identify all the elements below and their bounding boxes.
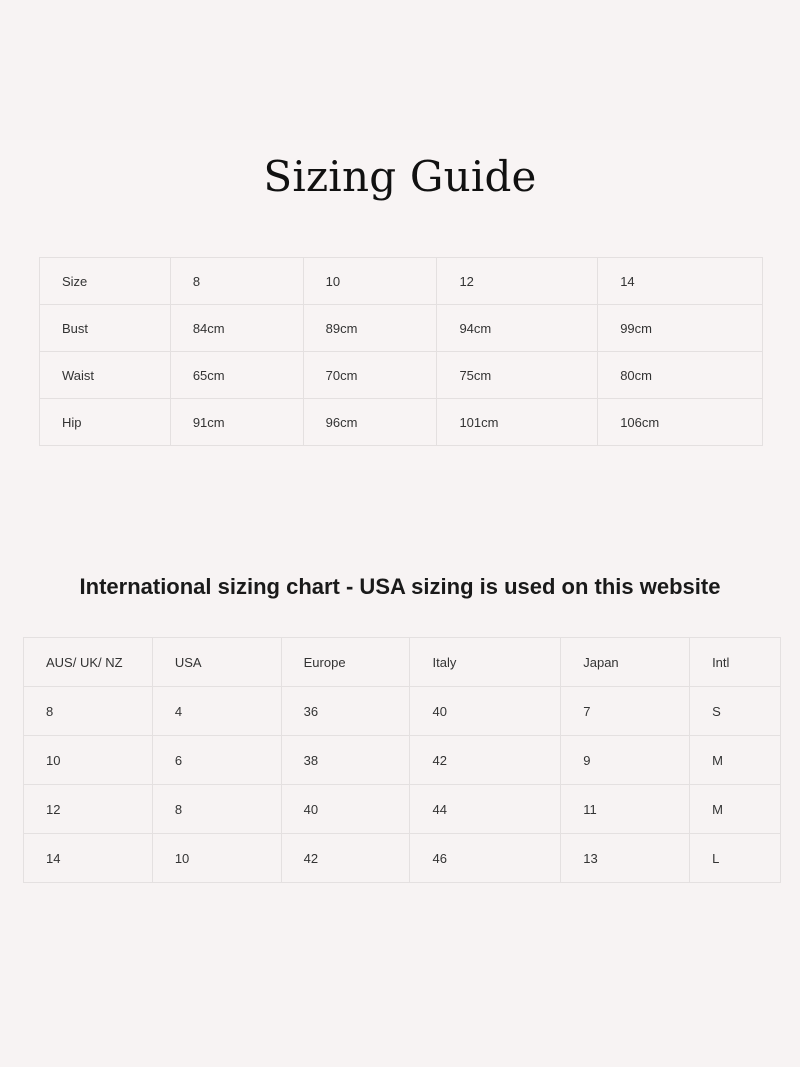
international-chart-title: International sizing chart - USA sizing is used on this website <box>79 574 721 599</box>
table-cell: 6 <box>152 736 281 785</box>
table-row <box>24 785 781 834</box>
table-cell: 10 <box>24 736 153 785</box>
table-cell: 36 <box>281 687 410 736</box>
table-header-cell: 12 <box>437 258 598 305</box>
table-header-cell: Europe <box>281 638 410 687</box>
table-cell: 11 <box>561 785 690 834</box>
table-cell: M <box>690 736 781 785</box>
table-cell: 12 <box>24 785 153 834</box>
table-cell: S <box>690 687 781 736</box>
table-row <box>40 305 763 352</box>
table-cell: 8 <box>152 785 281 834</box>
table-cell: 46 <box>410 834 561 883</box>
table-cell: 91cm <box>170 399 303 446</box>
table-row <box>40 352 763 399</box>
table-cell: 40 <box>281 785 410 834</box>
international-header-row <box>24 638 781 687</box>
sizing_guide-header-row <box>40 258 763 305</box>
table-cell: Bust <box>40 305 171 352</box>
table-header-cell: Size <box>40 258 171 305</box>
table-cell: 7 <box>561 687 690 736</box>
table-cell: Waist <box>40 352 171 399</box>
table-cell: 89cm <box>303 305 437 352</box>
table-cell: 101cm <box>437 399 598 446</box>
table-cell: 42 <box>410 736 561 785</box>
table-cell: 84cm <box>170 305 303 352</box>
table-header-cell: Japan <box>561 638 690 687</box>
table-header-cell: Intl <box>690 638 781 687</box>
table-header-cell: AUS/ UK/ NZ <box>24 638 153 687</box>
table-header-cell: USA <box>152 638 281 687</box>
table-cell: 65cm <box>170 352 303 399</box>
table-cell: 14 <box>24 834 153 883</box>
table-cell: 38 <box>281 736 410 785</box>
table-cell: 42 <box>281 834 410 883</box>
table-cell: L <box>690 834 781 883</box>
page-title: Sizing Guide <box>263 152 537 201</box>
table-header-cell: 10 <box>303 258 437 305</box>
table-cell: 8 <box>24 687 153 736</box>
table-cell: 106cm <box>598 399 763 446</box>
table-row <box>24 687 781 736</box>
table-cell: M <box>690 785 781 834</box>
table-row <box>40 399 763 446</box>
table-cell: 99cm <box>598 305 763 352</box>
table-cell: 75cm <box>437 352 598 399</box>
table-row <box>24 736 781 785</box>
table-cell: 96cm <box>303 399 437 446</box>
table-cell: Hip <box>40 399 171 446</box>
table-header-cell: Italy <box>410 638 561 687</box>
table-cell: 13 <box>561 834 690 883</box>
table-cell: 70cm <box>303 352 437 399</box>
table-cell: 4 <box>152 687 281 736</box>
table-header-cell: 14 <box>598 258 763 305</box>
table-header-cell: 8 <box>170 258 303 305</box>
table-cell: 9 <box>561 736 690 785</box>
sizing-guide-table <box>39 257 763 446</box>
table-cell: 94cm <box>437 305 598 352</box>
table-cell: 80cm <box>598 352 763 399</box>
table-cell: 44 <box>410 785 561 834</box>
table-cell: 40 <box>410 687 561 736</box>
table-row <box>24 834 781 883</box>
international-sizing-table <box>23 637 781 883</box>
table-cell: 10 <box>152 834 281 883</box>
